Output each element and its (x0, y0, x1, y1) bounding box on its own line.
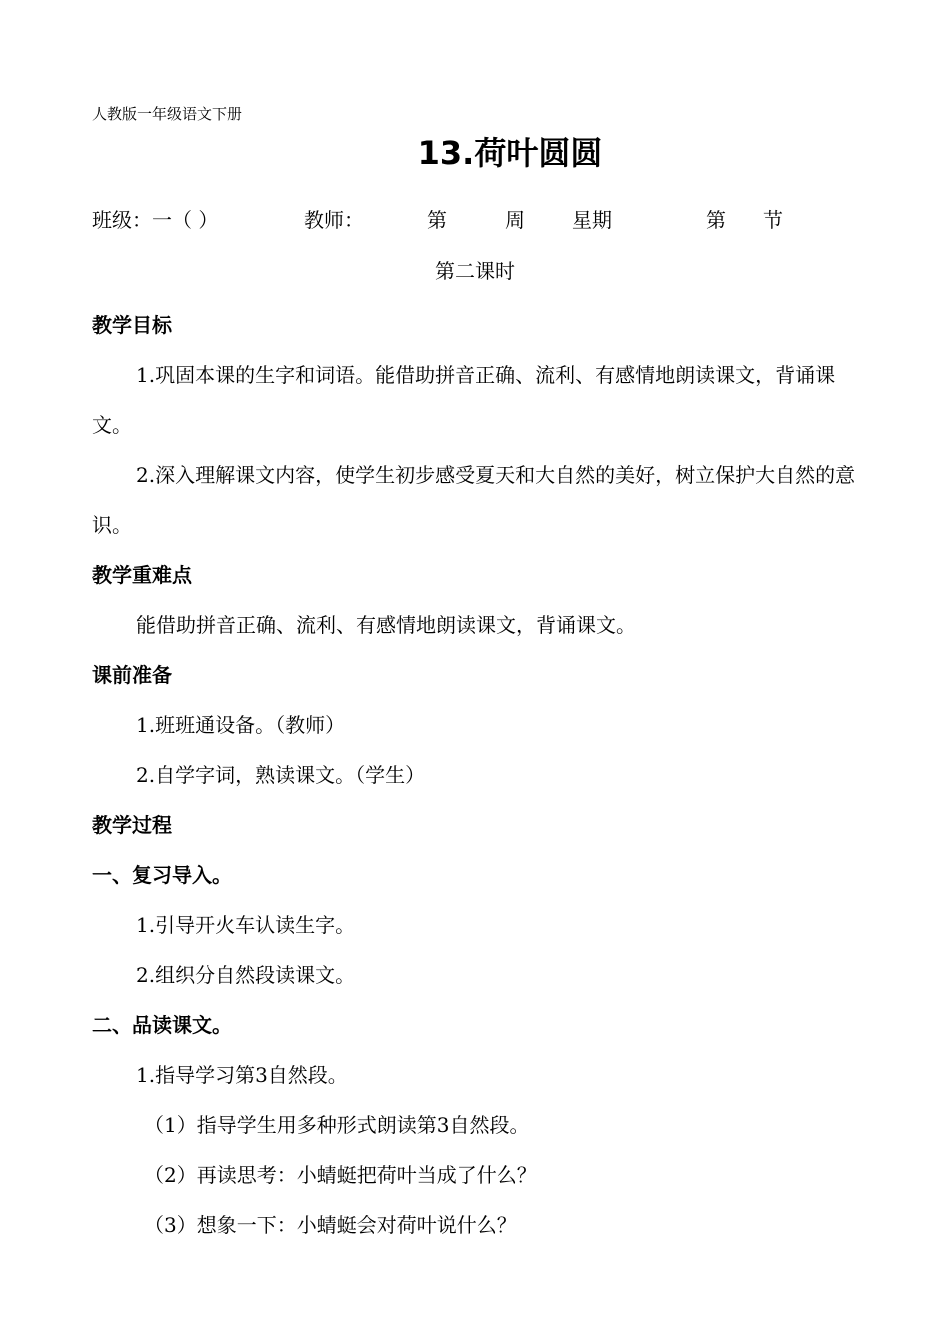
part-two-heading: 二、品读课文。 (92, 1013, 232, 1037)
goal-item: 2.深入理解课文内容，使学生初步感受夏天和大自然的美好，树立保护大自然的意识。 (92, 463, 856, 537)
goal-item: 1.巩固本课的生字和词语。能借助拼音正确、流利、有感情地朗读课文，背诵课文。 (92, 363, 836, 437)
goals-heading: 教学目标 (92, 313, 172, 337)
preparation-heading: 课前准备 (92, 663, 172, 687)
key-points-text: 能借助拼音正确、流利、有感情地朗读课文，背诵课文。 (136, 613, 636, 637)
period-prefix: 第 (706, 208, 726, 232)
class-label: 班级：一（ ） (92, 208, 219, 232)
process-item: 1.引导开火车认读生字。 (136, 913, 356, 937)
week-prefix: 第 (427, 208, 447, 232)
lesson-plan-body (92, 300, 862, 1250)
process-item: 1.指导学习第3自然段。 (136, 1063, 348, 1087)
header-note: 人教版一年级语文下册 (92, 105, 243, 123)
part-one-heading: 一、复习导入。 (92, 863, 232, 887)
preparation-item: 1.班班通设备。（教师） (136, 713, 346, 737)
page-title: 13.荷叶圆圆 (417, 134, 603, 172)
process-subitem: （3）想象一下：小蜻蜓会对荷叶说什么？ (144, 1213, 517, 1237)
process-subitem: （1）指导学生用多种形式朗读第3自然段。 (144, 1113, 530, 1137)
lesson-label: 第二课时 (435, 259, 515, 283)
key-points-heading: 教学重难点 (92, 563, 192, 587)
process-subitem: （2）再读思考：小蜻蜓把荷叶当成了什么？ (144, 1163, 537, 1187)
week-suffix: 周 (505, 208, 525, 232)
process-item: 2.组织分自然段读课文。 (136, 963, 356, 987)
preparation-item: 2.自学字词，熟读课文。（学生） (136, 763, 426, 787)
process-heading: 教学过程 (92, 813, 172, 837)
weekday-label: 星期 (572, 208, 612, 232)
teacher-label: 教师： (304, 208, 364, 232)
period-suffix: 节 (763, 208, 783, 232)
